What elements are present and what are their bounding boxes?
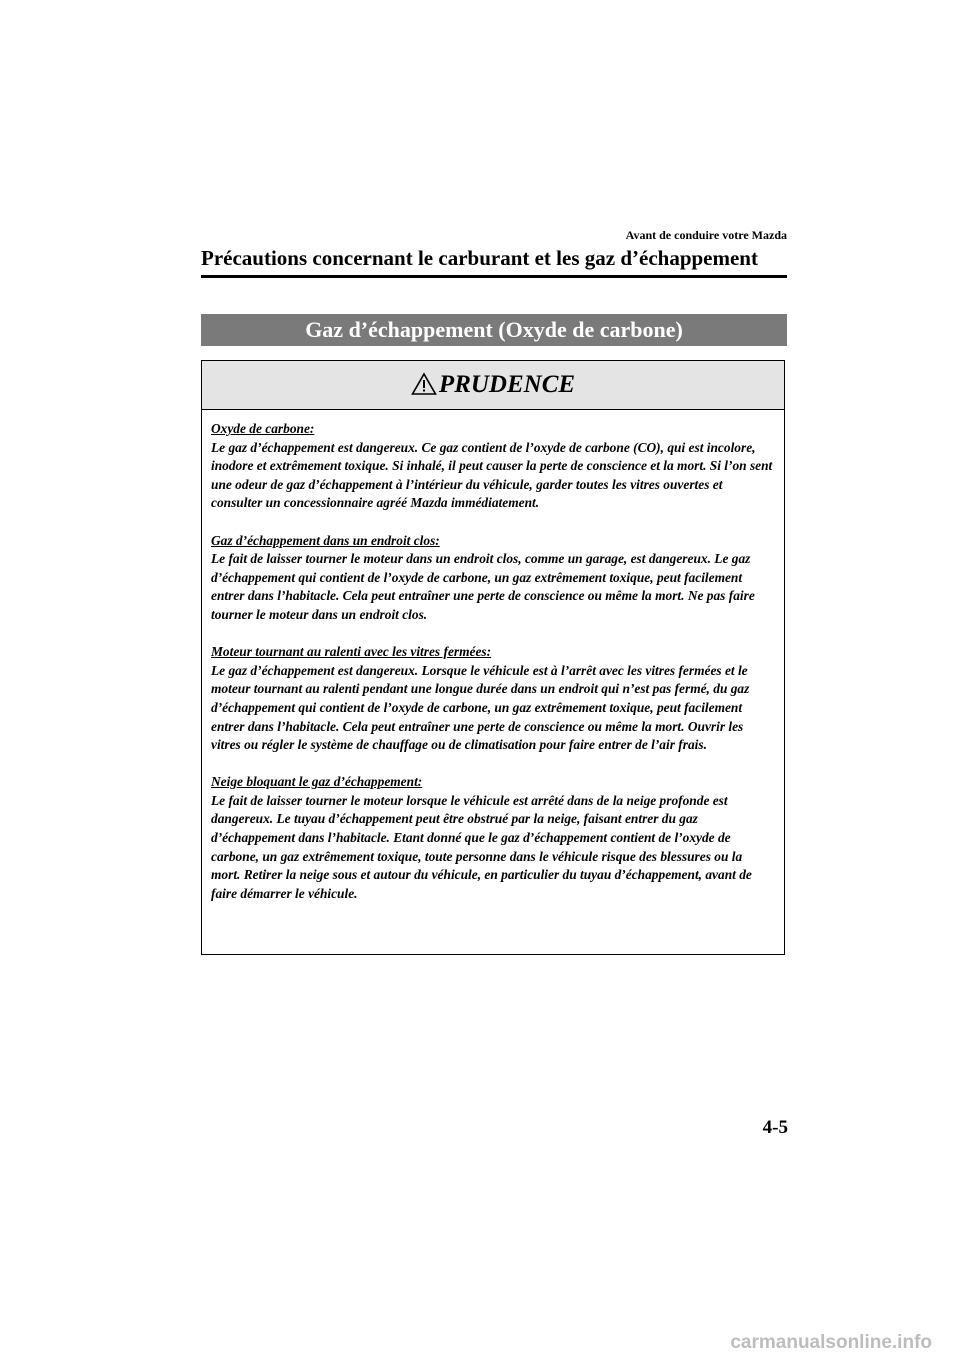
- paragraph-heading: Neige bloquant le gaz d’échappement:: [211, 774, 423, 790]
- warning-header: [202, 361, 784, 410]
- warning-paragraph: [211, 420, 774, 513]
- page-number: 4-5: [762, 1117, 788, 1138]
- warning-title: PRUDENCE: [438, 371, 576, 398]
- paragraph-text: Le fait de laisser tourner le moteur dans un endroit clos, comme un garage, est dangereux. Le gaz d’échappement qui contient de l’oxyde de carbone, un gaz extrêmement toxique, peut facilement entrer dans l’habitacle. Cela peut entraîner une perte de conscience ou même la mort. Ne pas faire tourner le moteur dans un endroit clos.: [211, 551, 755, 622]
- warning-paragraph: [211, 773, 774, 903]
- warning-body: [202, 410, 784, 903]
- section-label: Avant de conduire votre Mazda: [625, 228, 787, 242]
- section-title: Gaz d’échappement (Oxyde de carbone): [201, 314, 787, 346]
- warning-triangle-icon: [411, 372, 437, 396]
- page-title: Précautions concernant le carburant et les gaz d’échappement: [201, 246, 758, 270]
- warning-paragraph: [211, 532, 774, 625]
- warning-box: [201, 360, 785, 955]
- paragraph-heading: Moteur tournant au ralenti avec les vitres fermées:: [211, 644, 492, 660]
- paragraph-heading: Oxyde de carbone:: [211, 421, 315, 436]
- paragraph-heading: Gaz d’échappement dans un endroit clos:: [211, 532, 440, 548]
- paragraph-text: Le gaz d’échappement est dangereux. Ce gaz contient de l’oxyde de carbone (CO), qui est incolore, inodore et extrêmement toxique. Si inhalé, il peut causer la perte de conscience et la mort. Si l’on sent une odeur de gaz d’échappement à l’intérieur du véhicule, garder toutes les vitres ouvertes et consulter un concessionnaire agréé Mazda immédiatement.: [211, 439, 773, 511]
- paragraph-text: Le gaz d’échappement est dangereux. Lorsque le véhicule est à l’arrêt avec les vitres fermées et le moteur tournant au ralenti pendant une longue durée dans un endroit qui n’est pas fermé, du gaz d’échappement qui contient de l’oxyde de carbone, un gaz extrêmement toxique, peut facilement entrer dans l’habitacle. Cela peut entraîner une perte de conscience ou même la mort. Ouvrir les vitres ou régler le système de chauffage ou de climatisation pour faire entrer de l’air frais.: [211, 662, 750, 753]
- header-divider: [201, 275, 787, 278]
- paragraph-text: Le fait de laisser tourner le moteur lorsque le véhicule est arrêté dans de la neige profonde est dangereux. Le tuyau d’échappement peut être obstrué par la neige, faisant entrer du gaz d’échappement dans l’habitacle. Etant donné que le gaz d’échappement contient de l’oxyde de carbone, un gaz extrêmement toxique, toute personne dans le véhicule risque des blessures ou la mort. Retirer la neige sous et autour du véhicule, en particulier du tuyau d’échappement, avant de faire démarrer le véhicule.: [211, 792, 752, 901]
- warning-paragraph: [211, 643, 774, 755]
- watermark-link[interactable]: carmanualsonline.info: [730, 1332, 932, 1353]
